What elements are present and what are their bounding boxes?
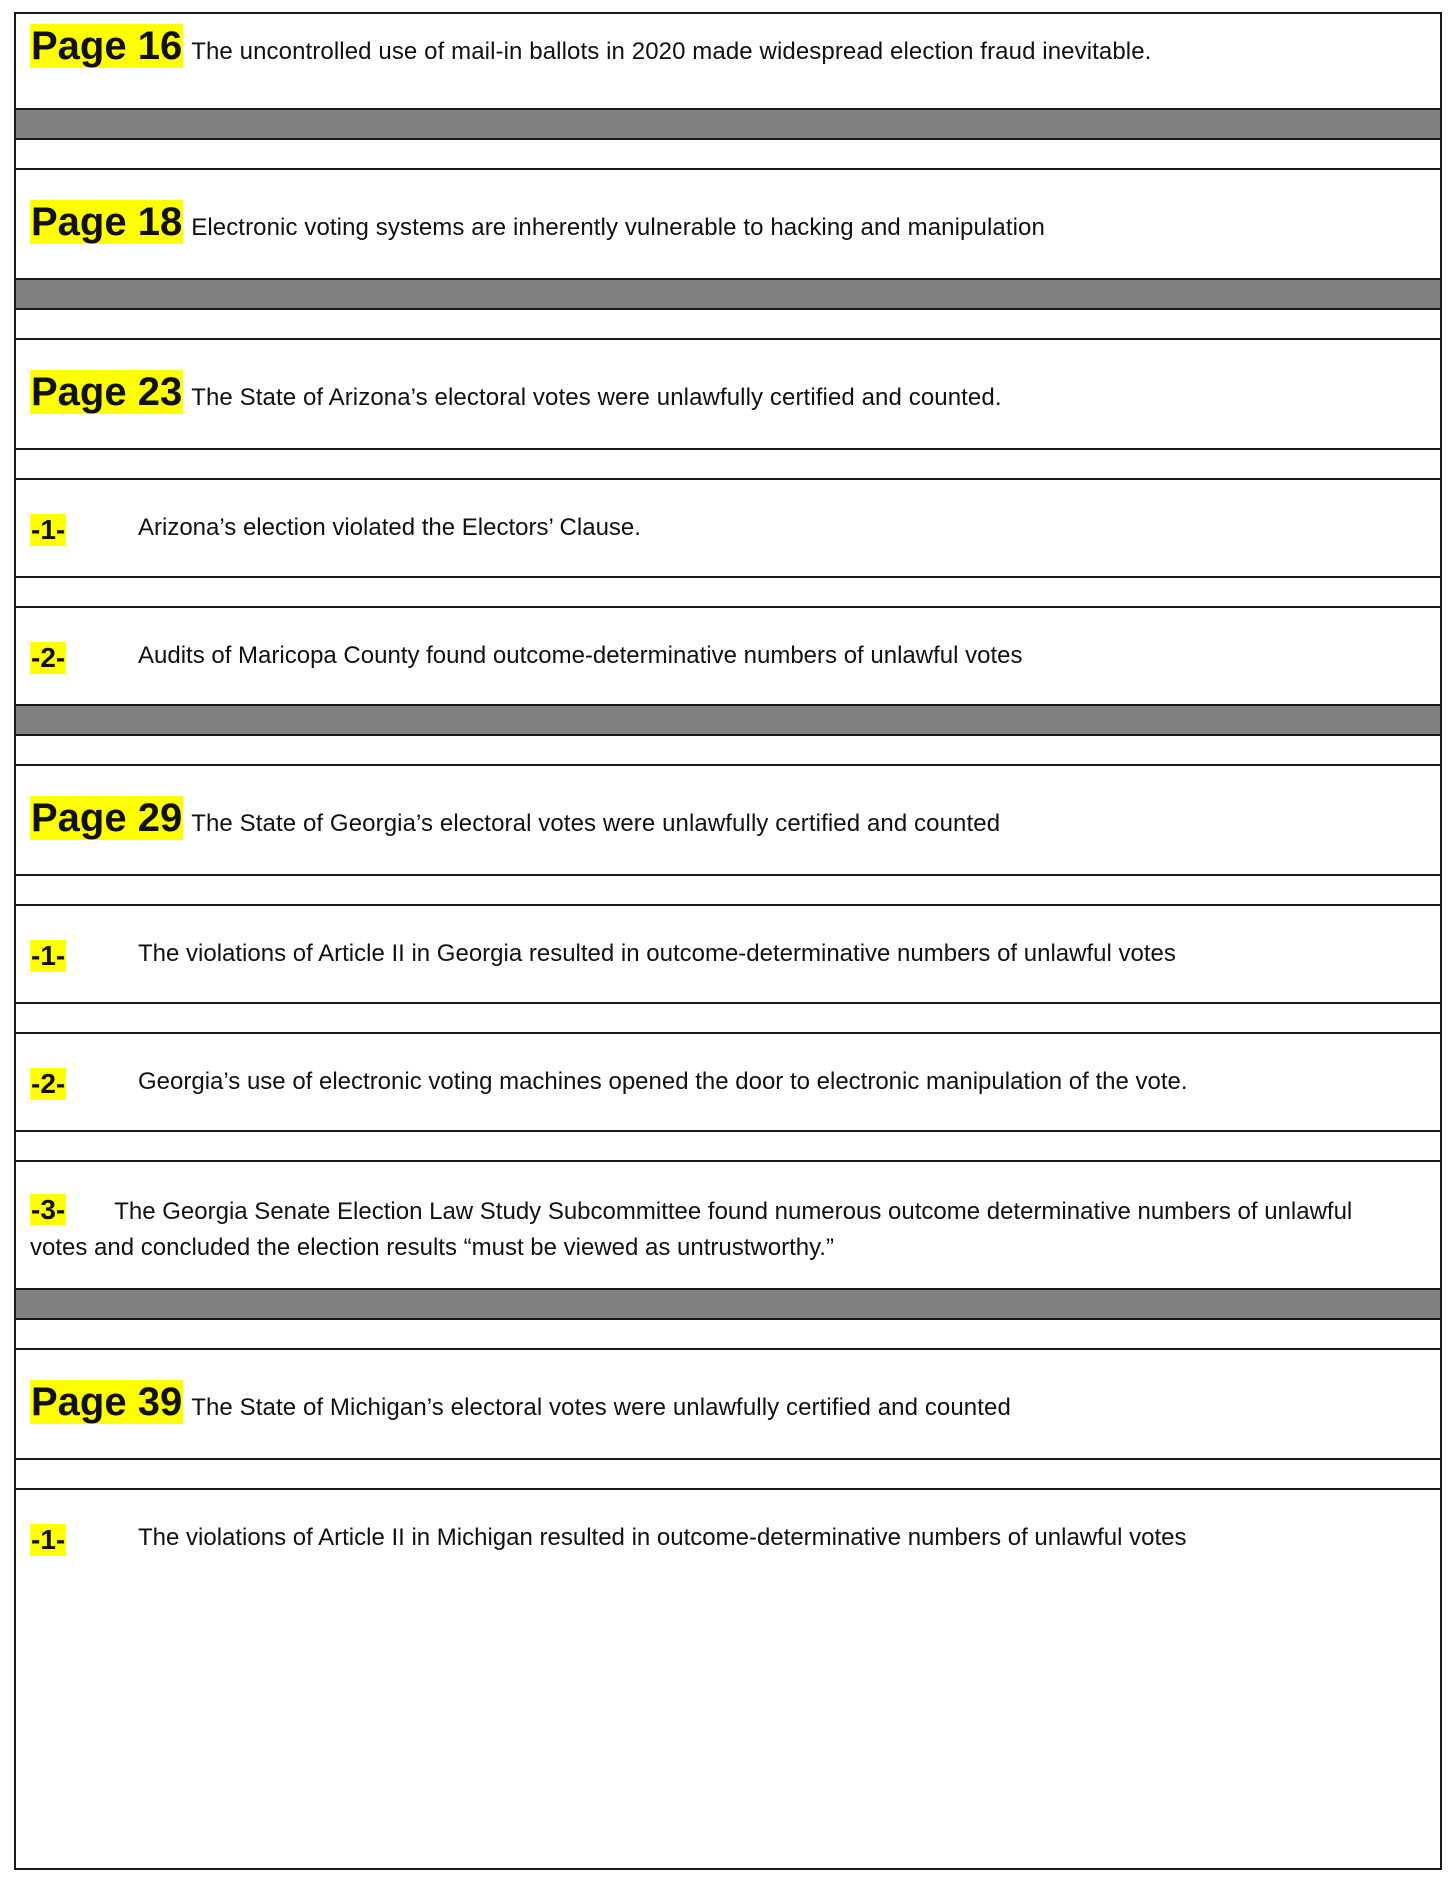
document-table [14,12,1442,1870]
page-label: Page 23 [31,370,183,414]
item-text: Audits of Maricopa County found outcome-determinative numbers of unlawful votes [138,642,1023,669]
list-item [16,606,1440,704]
item-text: Arizona’s election violated the Electors’ Clause. [138,514,641,541]
spacer-row [16,1002,1440,1032]
section-heading: The State of Georgia’s electoral votes were unlawfully certified and counted [191,810,1001,837]
section-heading: The uncontrolled use of mail-in ballots in 2020 made widespread election fraud inevitable. [191,38,1152,65]
item-number: -1- [31,940,66,971]
section-page-29 [16,764,1440,874]
item-number: -1- [31,514,66,545]
section-page-23 [16,338,1440,448]
page-label: Page 16 [31,24,183,68]
list-item [16,1032,1440,1130]
item-text: The violations of Article II in Michigan resulted in outcome-determinative numbers of unlawful votes [138,1524,1187,1551]
section-heading: The State of Michigan’s electoral votes were unlawfully certified and counted [191,1394,1011,1421]
section-separator [16,704,1440,734]
page-label: Page 39 [31,1380,183,1424]
item-text: The violations of Article II in Georgia resulted in outcome-determinative numbers of unlawful votes [138,940,1176,967]
section-page-39 [16,1348,1440,1458]
section-separator [16,108,1440,138]
list-item [16,1160,1440,1288]
item-number: -1- [31,1524,66,1555]
spacer-row [16,138,1440,168]
section-separator [16,278,1440,308]
section-heading: Electronic voting systems are inherently vulnerable to hacking and manipulation [191,214,1045,241]
item-number: -3- [31,1194,66,1225]
section-page-18 [16,168,1440,278]
item-number: -2- [31,1068,66,1099]
spacer-row [16,576,1440,606]
page-label: Page 29 [31,796,183,840]
spacer-row [16,1458,1440,1488]
list-item [16,904,1440,1002]
spacer-row [16,734,1440,764]
section-page-16 [16,14,1440,108]
page-label: Page 18 [31,200,183,244]
item-text: The Georgia Senate Election Law Study Subcommittee found numerous outcome determinative numbers of unlawful votes and concluded the election results “must be viewed as untrustworthy.” [30,1198,1353,1261]
item-text: Georgia’s use of electronic voting machines opened the door to electronic manipulation of the vote. [138,1068,1188,1095]
section-heading: The State of Arizona’s electoral votes were unlawfully certified and counted. [191,384,1002,411]
spacer-row [16,1318,1440,1348]
list-item [16,478,1440,576]
spacer-row [16,1130,1440,1160]
list-item [16,1488,1440,1870]
item-number: -2- [31,642,66,673]
spacer-row [16,308,1440,338]
spacer-row [16,874,1440,904]
section-separator [16,1288,1440,1318]
spacer-row [16,448,1440,478]
